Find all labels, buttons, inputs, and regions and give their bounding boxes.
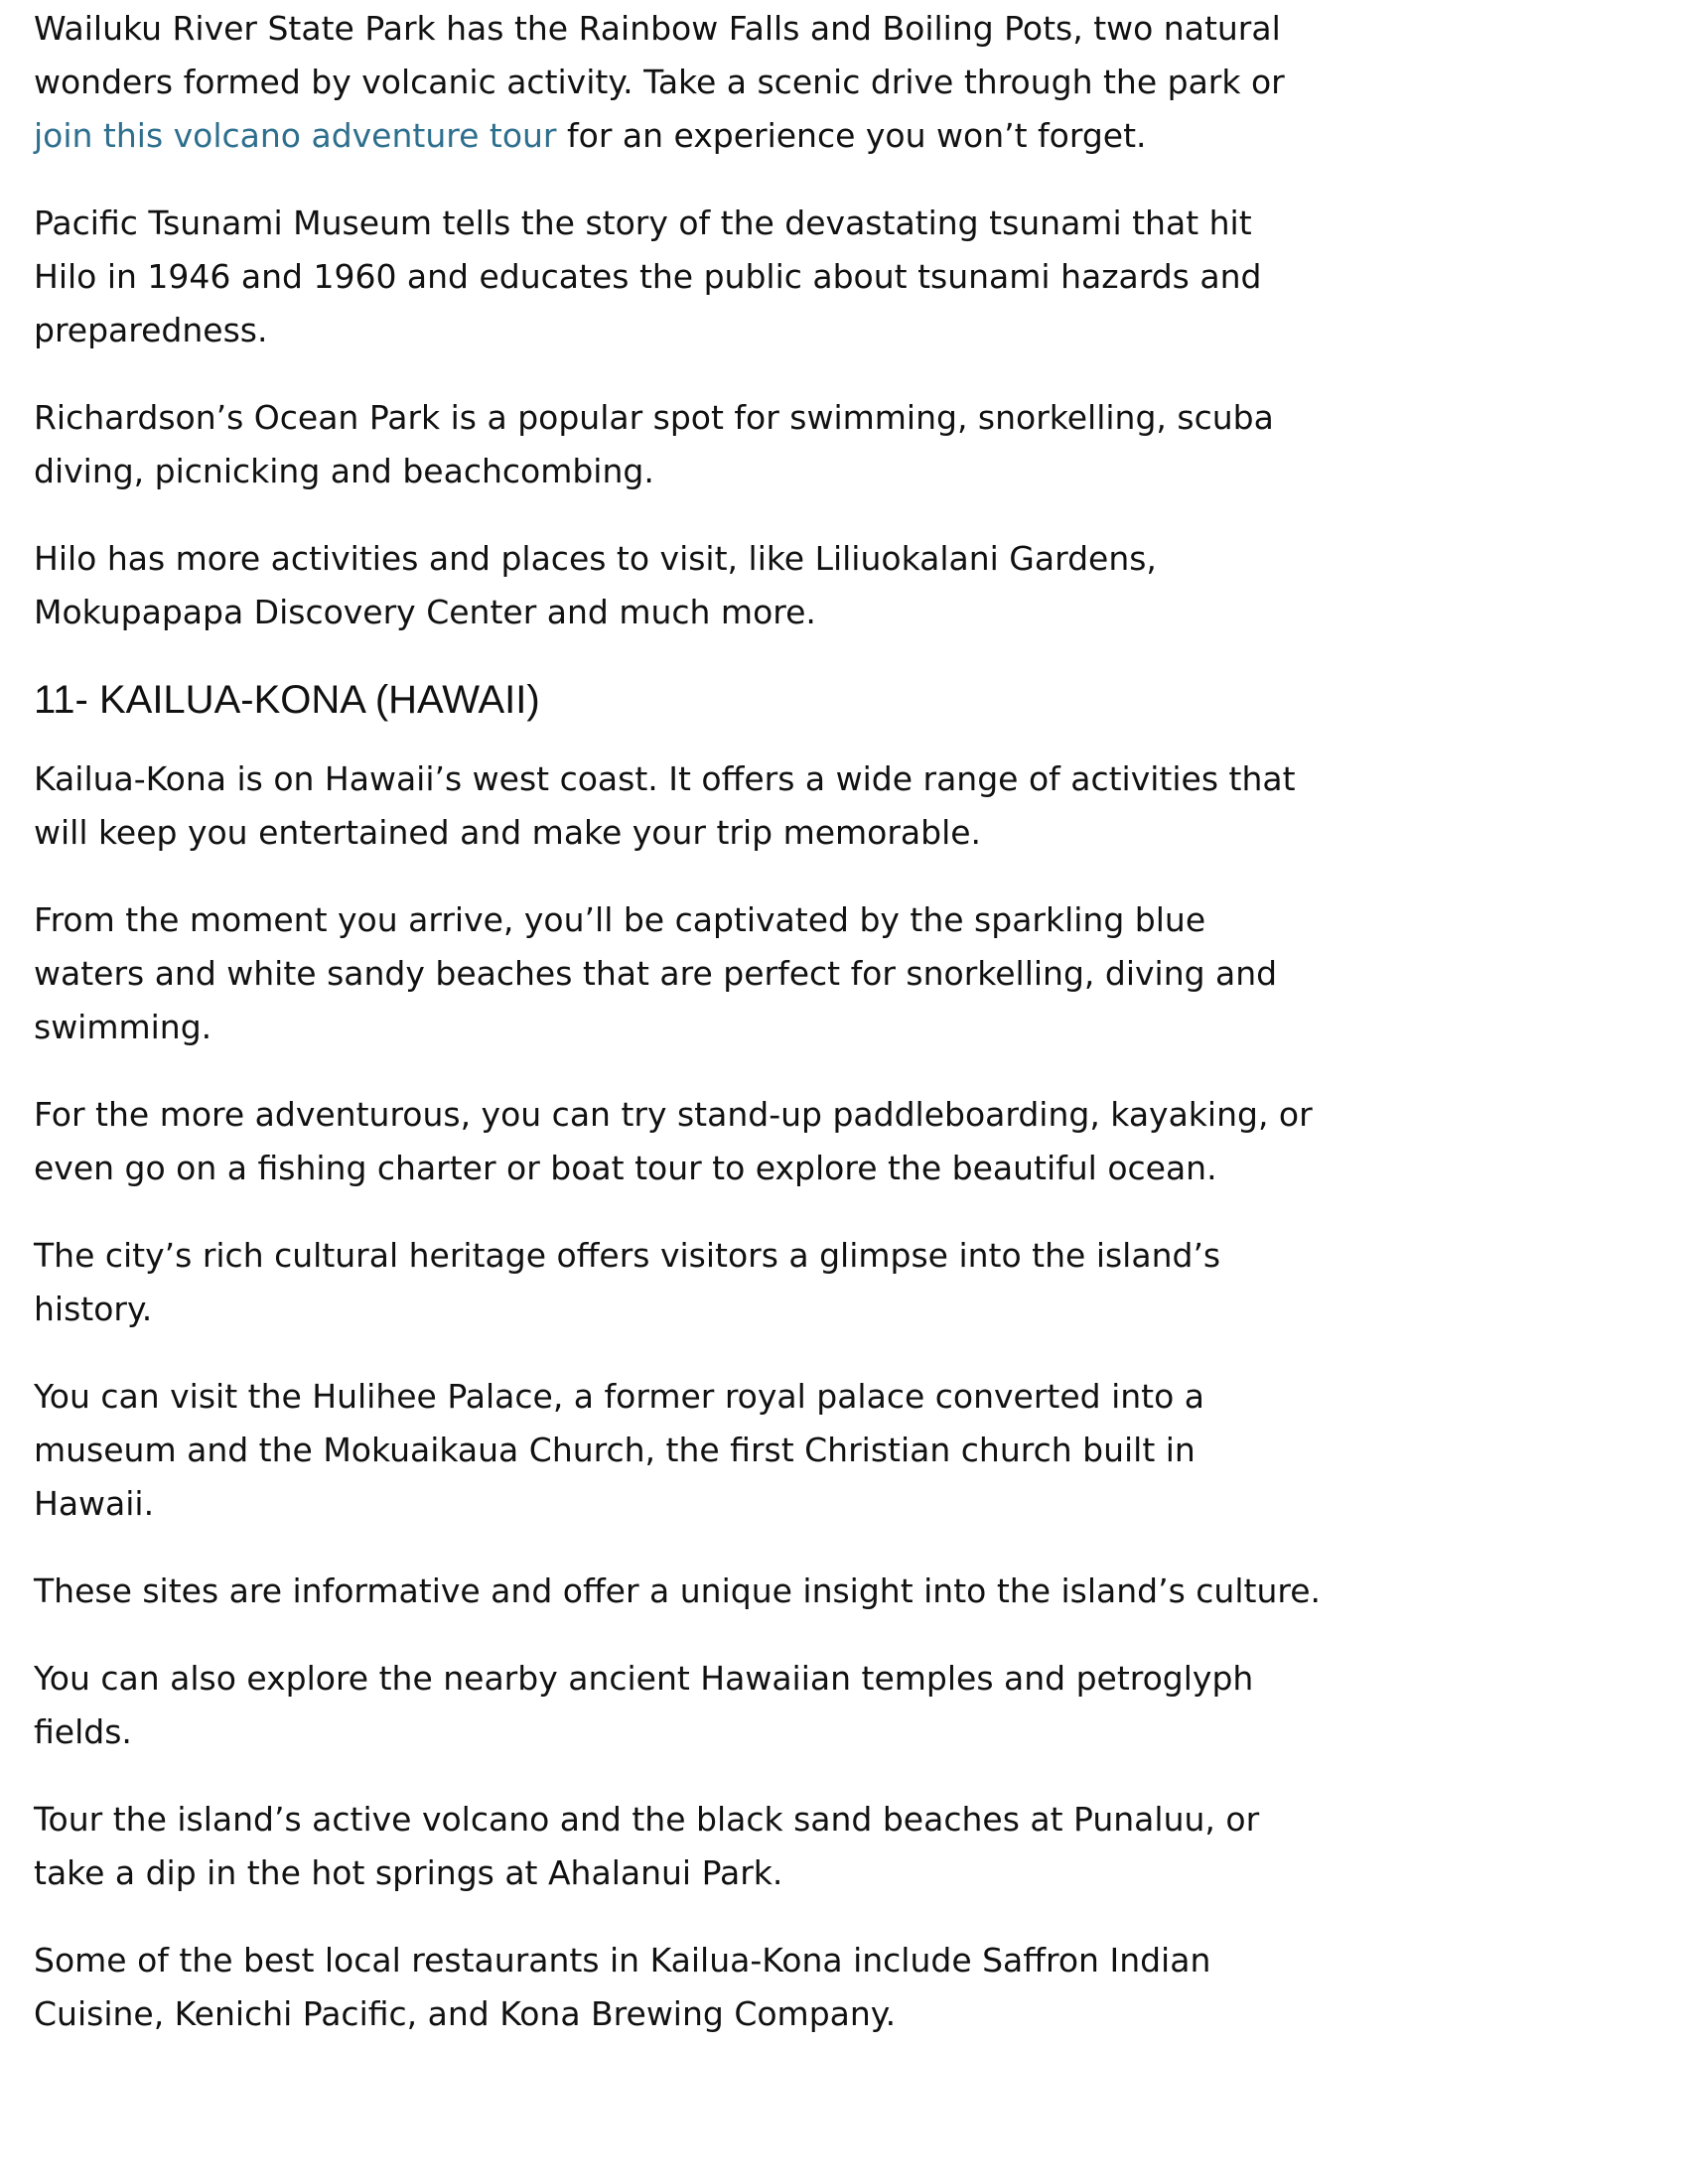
paragraph-hilo-more: Hilo has more activities and places to visit, like Liliuokalani Gardens, Mokupapapa Discovery Center and much more.	[34, 539, 1157, 631]
paragraph-wailuku	[34, 2, 1325, 163]
paragraph-kona-palace: You can visit the Hulihee Palace, a former royal palace converted into a museum and the Mokuaikaua Church, the first Christian church built in Hawaii.	[34, 1377, 1205, 1523]
paragraph-kona-restaurants: Some of the best local restaurants in Kailua-Kona include Saffron Indian Cuisine, Kenichi Pacific, and Kona Brewing Company.	[34, 1941, 1211, 2033]
paragraph-text: for an experience you won’t forget.	[556, 116, 1147, 155]
section-heading-kailua-kona: 11- KAILUA-KONA (HAWAII)	[34, 678, 540, 722]
paragraph-kona-intro: Kailua-Kona is on Hawaii’s west coast. It offers a wide range of activities that will keep you entertained and make your trip memorable.	[34, 759, 1296, 852]
paragraph-kona-sites: These sites are informative and offer a unique insight into the island’s culture.	[34, 1571, 1321, 1610]
paragraph-kona-temples: You can also explore the nearby ancient Hawaiian temples and petroglyph fields.	[34, 1659, 1254, 1751]
paragraph-kona-heritage: The city’s rich cultural heritage offers visitors a glimpse into the island’s history.	[34, 1236, 1221, 1328]
paragraph-kona-beaches: From the moment you arrive, you’ll be captivated by the sparkling blue waters and white sandy beaches that are perfect for snorkelling, diving and swimming.	[34, 900, 1278, 1046]
paragraph-tsunami-museum: Pacific Tsunami Museum tells the story of the devastating tsunami that hit Hilo in 1946 and 1960 and educates the public about tsunami hazards and preparedness.	[34, 204, 1262, 349]
volcano-tour-link[interactable]: join this volcano adventure tour	[34, 116, 557, 155]
paragraph-text: Wailuku River State Park has the Rainbow Falls and Boiling Pots, two natural wonders formed by volcanic activity. Take a scenic drive through the park or	[34, 9, 1285, 101]
paragraph-ocean-park: Richardson’s Ocean Park is a popular spot for swimming, snorkelling, scuba diving, picnicking and beachcombing.	[34, 398, 1274, 490]
article-body	[34, 0, 1325, 2075]
paragraph-kona-volcano: Tour the island’s active volcano and the black sand beaches at Punaluu, or take a dip in the hot springs at Ahalanui Park.	[34, 1800, 1260, 1892]
paragraph-kona-adventure: For the more adventurous, you can try stand-up paddleboarding, kayaking, or even go on a fishing charter or boat tour to explore the beautiful ocean.	[34, 1095, 1313, 1187]
